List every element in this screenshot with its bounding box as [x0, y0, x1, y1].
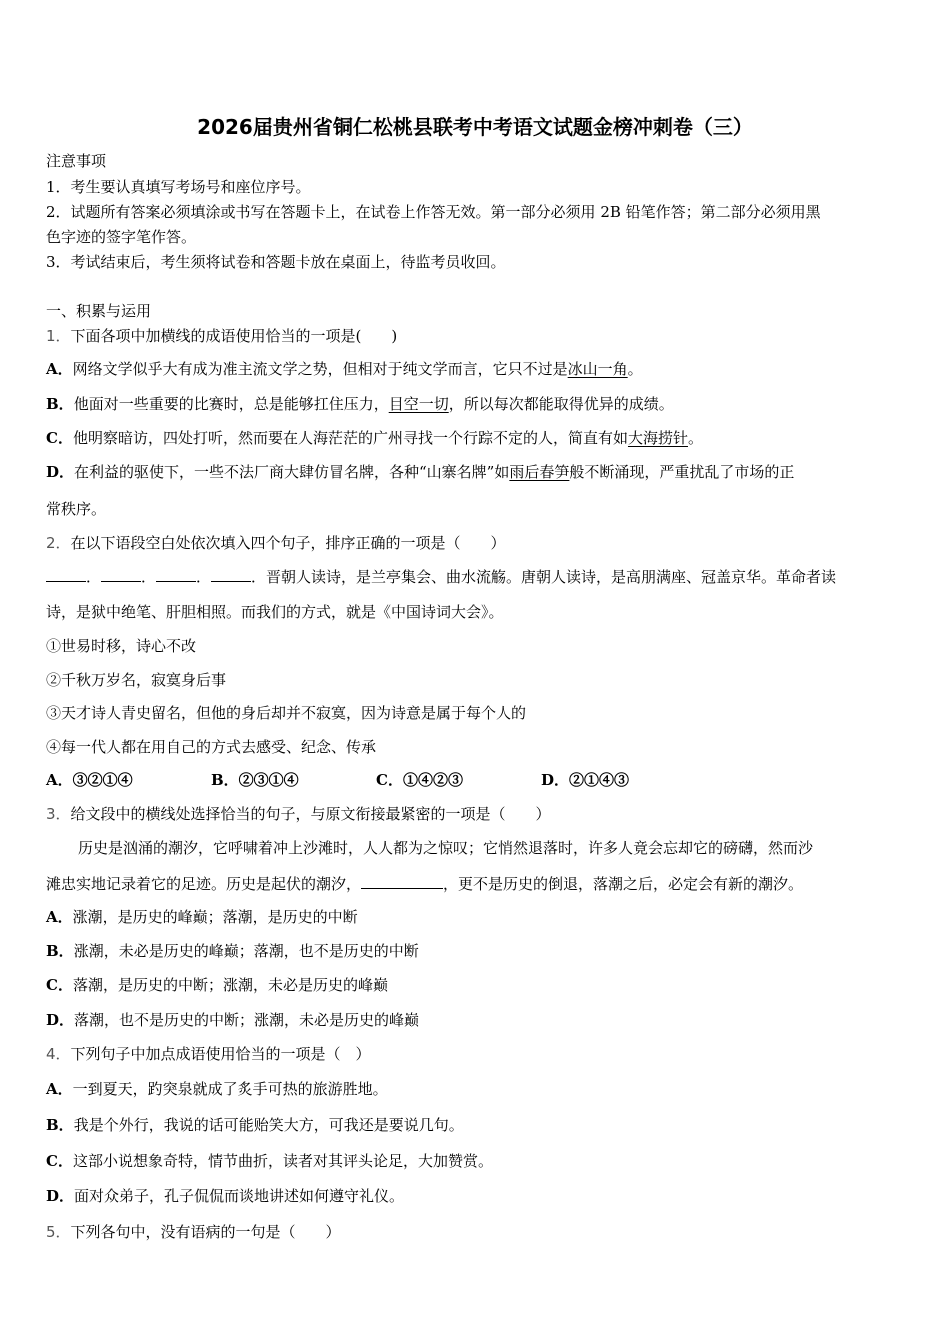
- q2-sentence: ①世易时移，诗心不改: [46, 637, 197, 655]
- question-number: 3．: [46, 805, 71, 823]
- q3-option-d: D．落潮，也不是历史的中断；涨潮，未必是历史的峰巅: [46, 1011, 420, 1029]
- answer-blank: [46, 567, 86, 582]
- q3-passage: 历史是汹涌的潮汐，它呼啸着冲上沙滩时，人人都为之惊叹；它悄然退落时，许多人竟会忘却它的磅礴，然而沙: [78, 839, 814, 857]
- q2-options: [46, 770, 910, 790]
- question-4: [46, 1044, 910, 1064]
- q2-option-c: C．①④②③: [376, 771, 463, 789]
- question-number: 1．: [46, 327, 71, 345]
- q3-option-c: C．落潮，是历史的中断；涨潮，未必是历史的峰巅: [46, 976, 388, 994]
- question-number: 2．: [46, 534, 71, 552]
- notice-item: 2．试题所有答案必须填涂或书写在答题卡上，在试卷上作答无效。第一部分必须用 2B 铅笔作答；第二部分必须用黑: [46, 203, 821, 221]
- question-stem: 在以下语段空白处依次填入四个句子，排序正确的一项是（ ）: [70, 534, 506, 552]
- notice-item: 1．考生要认真填写考场号和座位序号。: [46, 178, 311, 196]
- q2-option-d: D．②①④③: [541, 771, 630, 789]
- q1-option-b: B．他面对一些重要的比赛时，总是能够扛住压力，目空一切，所以每次都能取得优异的成绩。: [46, 395, 674, 413]
- question-stem: 下面各项中加横线的成语使用恰当的一项是( ): [70, 327, 398, 345]
- notice-item: 色字迹的签字笔作答。: [46, 228, 197, 246]
- question-stem: 下列句子中加点成语使用恰当的一项是（ ）: [70, 1045, 371, 1063]
- answer-blank: [361, 874, 443, 889]
- question-stem: 给文段中的横线处选择恰当的句子，与原文衔接最紧密的一项是（ ）: [70, 805, 551, 823]
- notice-heading: 注意事项: [46, 152, 107, 170]
- question-3: [46, 804, 910, 824]
- q2-sentence: ④每一代人都在用自己的方式去感受、纪念、传承: [46, 738, 377, 756]
- question-number: 4．: [46, 1045, 71, 1063]
- question-stem: 下列各句中，没有语病的一句是（ ）: [70, 1223, 341, 1241]
- q1-option-d: D．在利益的驱使下，一些不法厂商大肆仿冒名牌，各种“山寨名牌”如雨后春笋般不断涌现，严重扰乱了市场的正: [46, 463, 795, 481]
- q2-sentence: ③天才诗人青史留名，但他的身后却并不寂寞，因为诗意是属于每个人的: [46, 704, 527, 722]
- underlined-idiom: 目空一切: [388, 395, 449, 413]
- notice-item: 3．考试结束后，考生须将试卷和答题卡放在桌面上，待监考员收回。: [46, 253, 506, 271]
- q3-option-a: A．涨潮，是历史的峰巅；落潮，是历史的中断: [46, 908, 358, 926]
- q1-option-d-cont: 常秩序。: [46, 500, 107, 518]
- question-1: [46, 326, 910, 346]
- q4-option-a: A．一到夏天，趵突泉就成了炙手可热的旅游胜地。: [46, 1080, 388, 1098]
- q2-option-b: B．②③①④: [211, 771, 299, 789]
- question-2: [46, 533, 910, 553]
- q4-option-c: C．这部小说想象奇特，情节曲折，读者对其评头论足，大加赞赏。: [46, 1152, 493, 1170]
- underlined-idiom: 雨后春笋: [509, 463, 570, 481]
- q2-option-a: A．③②①④: [46, 771, 133, 789]
- q3-passage-cont: 滩忠实地记录着它的足迹。历史是起伏的潮汐， ，更不是历史的倒退，落潮之后，必定会有新的潮汐。: [46, 875, 804, 893]
- q2-sentence: ②千秋万岁名，寂寞身后事: [46, 671, 227, 689]
- answer-blank: [211, 567, 251, 582]
- q3-option-b: B．涨潮，未必是历史的峰巅；落潮，也不是历史的中断: [46, 942, 419, 960]
- q4-option-b: B．我是个外行，我说的话可能贻笑大方，可我还是要说几句。: [46, 1116, 464, 1134]
- q1-option-a: A．网络文学似乎大有成为准主流文学之势，但相对于纯文学而言，它只不过是冰山一角。: [46, 360, 643, 378]
- underlined-idiom: 大海捞针: [627, 429, 688, 447]
- answer-blank: [156, 567, 196, 582]
- q2-passage-cont: 诗，是狱中绝笔、肝胆相照。而我们的方式，就是《中国诗词大会》。: [46, 603, 504, 621]
- question-5: [46, 1222, 910, 1242]
- page-title: 2026届贵州省铜仁松桃县联考中考语文试题金榜冲刺卷（三）: [197, 115, 753, 139]
- underlined-idiom: 冰山一角: [567, 360, 628, 378]
- section-heading: 一、积累与运用: [46, 302, 152, 320]
- q1-option-c: C．他明察暗访，四处打听，然而要在人海茫茫的广州寻找一个行踪不定的人，简直有如大海捞针。: [46, 429, 703, 447]
- question-number: 5．: [46, 1223, 71, 1241]
- q2-passage: ． ． ． ．晋朝人读诗，是兰亭集会、曲水流觞。唐朝人读诗，是高朋满座、冠盖京华。革命者读: [46, 567, 910, 587]
- q4-option-d: D．面对众弟子，孔子侃侃而谈地讲述如何遵守礼仪。: [46, 1187, 405, 1205]
- answer-blank: [101, 567, 141, 582]
